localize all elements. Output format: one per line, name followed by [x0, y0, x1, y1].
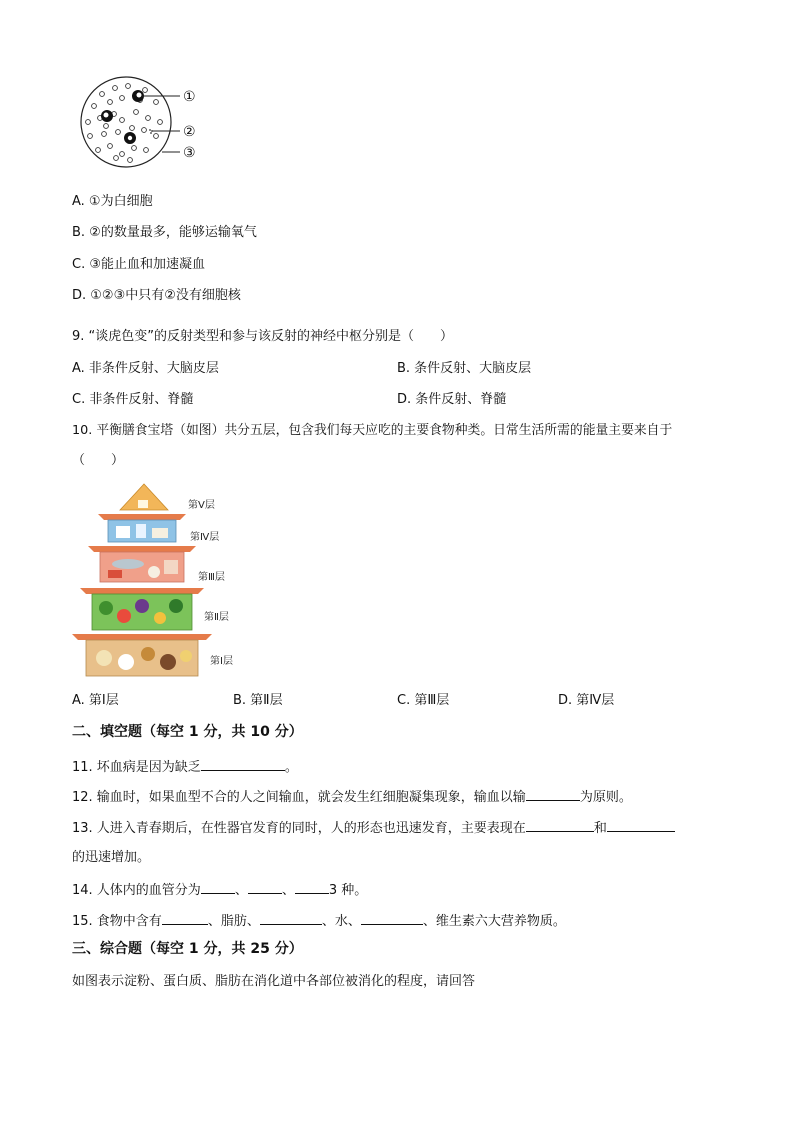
q14-blank-3[interactable] — [295, 881, 329, 894]
q13-blank-2[interactable] — [607, 819, 675, 832]
q15-blank-3[interactable] — [361, 912, 423, 925]
tier-2-roof — [80, 588, 204, 594]
q9-stem: 9. “谈虎色变”的反射类型和参与该反射的神经中枢分别是（ ） — [72, 329, 454, 344]
pyramid-label-5: 第Ⅴ层 — [188, 500, 215, 511]
q8-option-b: B. ②的数量最多，能够运输氧气 — [72, 225, 257, 240]
tier-1-roof — [72, 634, 212, 640]
q13-blank-1[interactable] — [526, 819, 594, 832]
q9-option-a: A. 非条件反射、大脑皮层 — [72, 361, 219, 376]
q10-option-b: B. 第Ⅱ层 — [233, 693, 283, 708]
q11: 11. 坏血病是因为缺乏 。 — [72, 760, 298, 775]
q11-blank[interactable] — [201, 758, 285, 771]
food-pyramid-figure — [72, 478, 252, 678]
q10-option-d: D. 第Ⅳ层 — [558, 693, 615, 708]
q10-stem: 10. 平衡膳食宝塔（如图）共分五层，包含我们每天应吃的主要食物种类。日常生活所需的能量主要来自于 — [72, 423, 673, 438]
q10-option-c: C. 第Ⅲ层 — [397, 693, 450, 708]
q14: 14. 人体内的血管分为 、 、 3 种。 — [72, 883, 368, 898]
blood-smear-figure — [70, 72, 210, 172]
tier-4-roof — [98, 514, 186, 520]
q9-option-d: D. 条件反射、脊髓 — [397, 392, 507, 407]
q13: 13. 人进入青春期后，在性器官发育的同时，人的形态也迅速发育，主要表现在 和 — [72, 819, 675, 837]
pyramid-label-2: 第Ⅱ层 — [204, 612, 229, 623]
pyramid-label-4: 第Ⅳ层 — [190, 532, 220, 543]
q8-option-d: D. ①②③中只有②没有细胞核 — [72, 288, 241, 303]
tier-3-roof — [88, 546, 196, 552]
label-2: ② — [183, 124, 196, 140]
q14-blank-1[interactable] — [201, 881, 235, 894]
q10-option-a: A. 第Ⅰ层 — [72, 693, 119, 708]
section-2-title: 二、填空题（每空 1 分，共 10 分） — [72, 724, 303, 740]
q15: 15. 食物中含有 、脂肪、 、水、 、维生素六大营养物质。 — [72, 914, 566, 929]
section-3-intro: 如图表示淀粉、蛋白质、脂肪在消化道中各部位被消化的程度，请回答 — [72, 974, 476, 989]
q10-stem-bracket: （ ） — [72, 453, 125, 468]
q8-option-a: A. ①为白细胞 — [72, 194, 153, 209]
q12-blank[interactable] — [526, 788, 580, 801]
q14-blank-2[interactable] — [248, 881, 282, 894]
pyramid-label-1: 第Ⅰ层 — [210, 656, 233, 667]
q8-option-c: C. ③能止血和加速凝血 — [72, 257, 205, 272]
q13-line2: 的迅速增加。 — [72, 850, 151, 865]
pyramid-label-3: 第Ⅲ层 — [198, 572, 225, 583]
label-3: ③ — [183, 145, 196, 161]
q15-blank-1[interactable] — [162, 912, 208, 925]
section-3-title: 三、综合题（每空 1 分，共 25 分） — [72, 941, 303, 957]
q9-option-b: B. 条件反射、大脑皮层 — [397, 361, 532, 376]
label-1: ① — [183, 89, 196, 105]
q12: 12. 输血时，如果血型不合的人之间输血，就会发生红细胞凝集现象，输血以输 为原则。 — [72, 790, 632, 805]
q9-option-c: C. 非条件反射、脊髓 — [72, 392, 194, 407]
q15-blank-2[interactable] — [260, 912, 322, 925]
